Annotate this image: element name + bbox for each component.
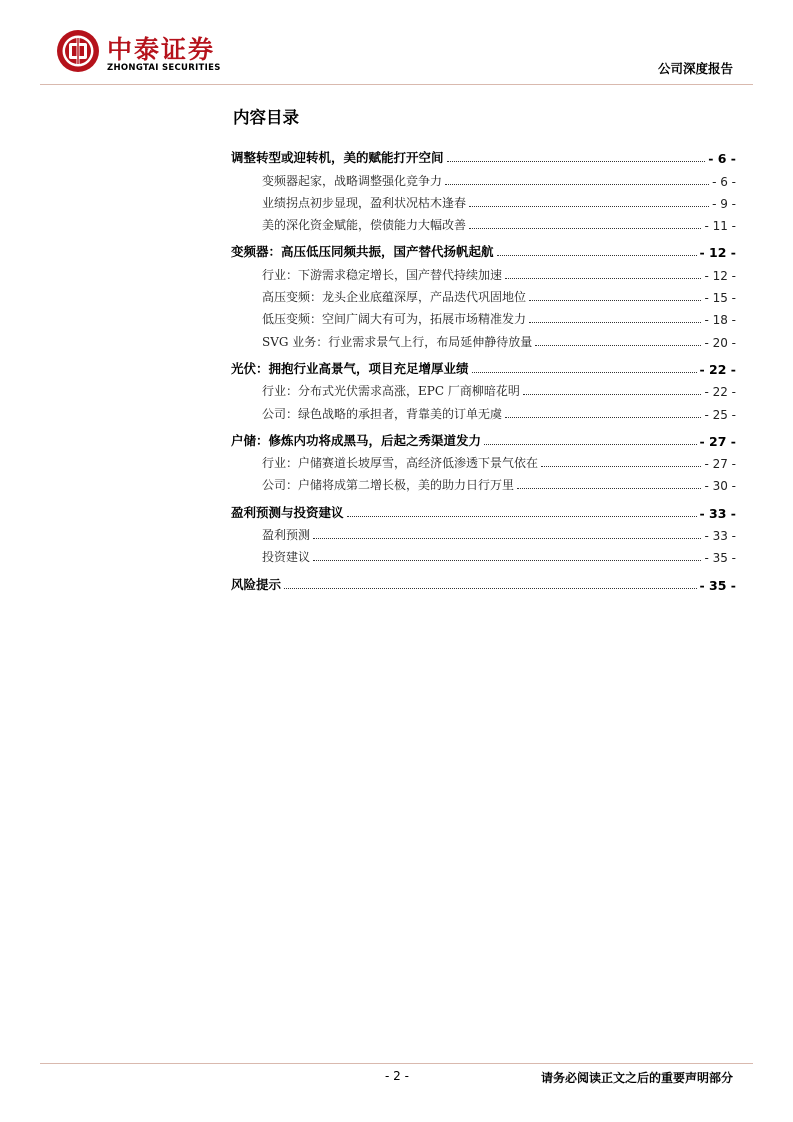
dot-leader	[347, 516, 697, 517]
dot-leader	[529, 300, 701, 301]
toc-page-number: - 22 -	[704, 385, 736, 400]
toc-page-number: - 15 -	[704, 291, 736, 306]
toc-page-number: - 11 -	[704, 219, 736, 234]
toc-entry-text: SVG 业务：行业需求景气上行，布局延伸静待放量	[262, 334, 533, 349]
dot-leader	[469, 228, 701, 229]
dot-leader	[313, 538, 701, 539]
toc-entry-subsection[interactable]	[231, 449, 736, 471]
toc-entry-text: 公司：户储将成第二增长极，美的助力日行万里	[262, 478, 515, 493]
toc-entry-subsection[interactable]	[231, 327, 736, 349]
toc-page-number: - 35 -	[704, 551, 736, 566]
dot-leader	[541, 466, 701, 467]
dot-leader	[284, 588, 697, 589]
toc-entry-text: 美的深化资金赋能，偿债能力大幅改善	[262, 218, 467, 233]
dot-leader	[523, 394, 702, 395]
toc-entry-text: 高压变频：龙头企业底蕴深厚，产品迭代巩固地位	[262, 290, 527, 305]
dot-leader	[497, 255, 697, 256]
toc-page-number: - 27 -	[699, 433, 736, 449]
toc-page-number: - 22 -	[699, 361, 736, 377]
toc-entry-section[interactable]	[231, 355, 736, 377]
toc-entry-text: 投资建议	[262, 550, 311, 565]
logo-company-name: 中泰证券	[107, 35, 216, 64]
toc-page-number: - 27 -	[704, 457, 736, 472]
toc-entry-section[interactable]	[231, 144, 736, 166]
toc-entry-subsection[interactable]	[231, 471, 736, 493]
toc-entry-subsection[interactable]	[231, 305, 736, 327]
header-divider	[40, 84, 753, 85]
toc-page-number: - 33 -	[699, 505, 736, 521]
toc-entry-text: 调整转型或迎转机，美的赋能打开空间	[231, 150, 444, 166]
dot-leader	[517, 488, 701, 489]
toc-page-number: - 6 -	[708, 151, 736, 167]
dot-leader	[484, 444, 697, 445]
dot-leader	[505, 417, 701, 418]
toc-page-number: - 25 -	[704, 407, 736, 422]
dot-leader	[529, 322, 701, 323]
dot-leader	[535, 345, 701, 346]
toc-entry-text: 盈利预测与投资建议	[231, 504, 344, 520]
report-type-label: 公司深度报告	[657, 61, 733, 76]
toc-entry-subsection[interactable]	[231, 211, 736, 233]
toc-entry-section[interactable]	[231, 427, 736, 449]
toc-page-number: - 18 -	[704, 313, 736, 328]
toc-page-number: - 9 -	[712, 196, 736, 211]
toc-entry-subsection[interactable]	[231, 399, 736, 421]
toc-page-number: - 6 -	[712, 174, 736, 189]
page-number: - 2 -	[385, 1069, 409, 1083]
toc-entry-text: 风险提示	[231, 576, 282, 592]
toc-page-number: - 12 -	[704, 268, 736, 283]
toc-page-number: - 33 -	[704, 529, 736, 544]
toc-entry-text: 盈利预测	[262, 528, 311, 543]
dot-leader	[469, 206, 709, 207]
toc-entry-section[interactable]	[231, 238, 736, 260]
toc-entry-text: 行业：下游需求稳定增长，国产替代持续加速	[262, 267, 503, 282]
dot-leader	[313, 560, 701, 561]
disclaimer-text: 请务必阅读正文之后的重要声明部分	[540, 1071, 733, 1085]
toc-entry-text: 公司：绿色战略的承担者，背靠美的订单无虞	[262, 406, 503, 421]
toc-entry-text: 低压变频：空间广阔大有可为，拓展市场精准发力	[262, 312, 527, 327]
footer-divider	[40, 1063, 753, 1064]
toc-entry-subsection[interactable]	[231, 377, 736, 399]
dot-leader	[445, 184, 709, 185]
dot-leader	[505, 278, 701, 279]
toc-page-number: - 12 -	[699, 245, 736, 261]
toc-entry-subsection[interactable]	[231, 260, 736, 282]
toc-page-number: - 30 -	[704, 479, 736, 494]
toc-page-number: - 35 -	[699, 577, 736, 593]
toc-entry-text: 行业：户储赛道长坡厚雪，高经济低渗透下景气依在	[262, 456, 539, 471]
toc-entry-subsection[interactable]	[231, 166, 736, 188]
dot-leader	[447, 161, 706, 162]
logo-emblem-icon	[55, 28, 101, 74]
toc-entry-subsection[interactable]	[231, 521, 736, 543]
toc-entry-subsection[interactable]	[231, 189, 736, 211]
toc-entry-text: 变频器：高压低压同频共振，国产替代扬帆起航	[231, 244, 494, 260]
toc-entry-subsection[interactable]	[231, 283, 736, 305]
toc-page-number: - 20 -	[704, 335, 736, 350]
company-logo	[55, 28, 245, 78]
toc-entry-text: 业绩拐点初步显现，盈利状况枯木逢春	[262, 195, 467, 210]
toc-title: 内容目录	[233, 108, 299, 127]
dot-leader	[472, 372, 697, 373]
logo-company-name-en: ZHONGTAI SECURITIES	[107, 63, 221, 73]
toc-entry-text: 光伏：拥抱行业高景气，项目充足增厚业绩	[231, 360, 469, 376]
toc-entry-subsection[interactable]	[231, 543, 736, 565]
toc-entry-text: 变频器起家，战略调整强化竞争力	[262, 173, 443, 188]
toc-entry-text: 行业：分布式光伏需求高涨，EPC 厂商柳暗花明	[262, 384, 520, 399]
toc-entry-text: 户储：修炼内功将成黑马，后起之秀渠道发力	[231, 432, 482, 448]
toc-entry-section[interactable]	[231, 498, 736, 520]
table-of-contents	[231, 144, 736, 593]
page-header	[0, 0, 793, 90]
toc-entry-section[interactable]	[231, 570, 736, 592]
